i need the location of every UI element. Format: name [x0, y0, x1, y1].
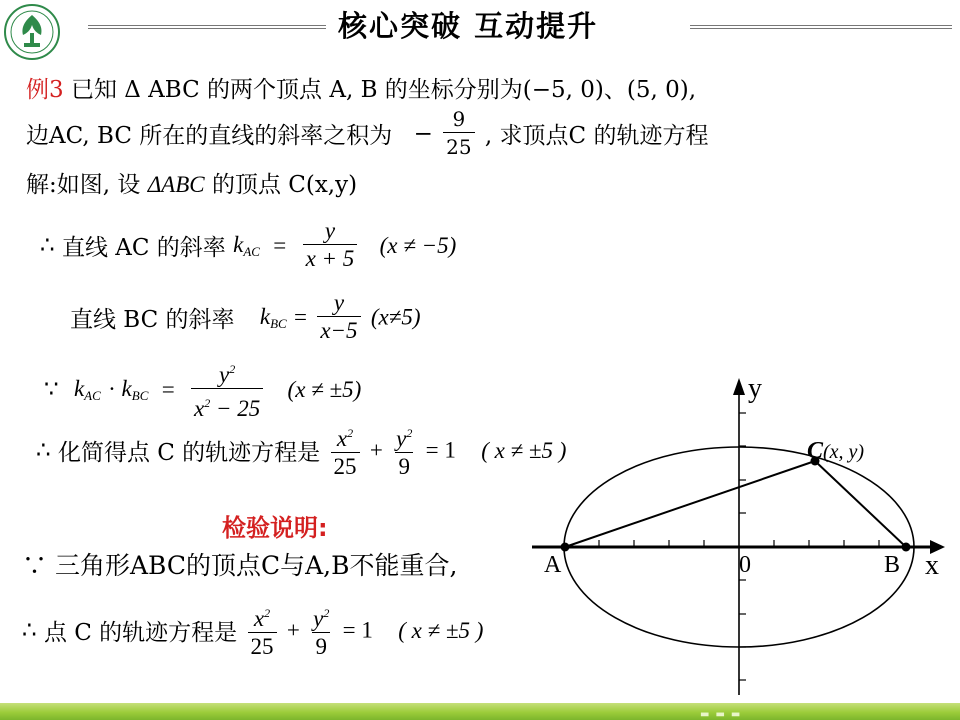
simplified-x-term: $\frac{x^2}{25}$ [331, 420, 360, 481]
ac-equals: = [273, 232, 287, 258]
y-axis-arrow [733, 378, 745, 395]
example-text-2: 边AC, BC 所在的直线的斜率之积为 [26, 123, 393, 149]
check-title: 检验说明: [222, 514, 328, 542]
final-conclusion: 点 C 的轨迹方程是 [43, 620, 238, 646]
product-equals: = [161, 376, 175, 402]
slope-product-sign: − [413, 120, 433, 147]
simplify-text: 化简得点 C 的轨迹方程是 [57, 440, 321, 466]
triangle-label: ΔABC [147, 172, 205, 197]
solution-intro-vertex: 的顶点 C(x,y) [211, 172, 358, 198]
therefore-symbol-2: ∴ [36, 437, 51, 464]
simplified-condition: ( x ≠ ±5 ) [481, 437, 567, 463]
product-k-bc: $k_{BC}$ [121, 375, 149, 403]
ac-slope-fraction: $\frac{y}{x + 5}$ [303, 218, 358, 273]
product-k-ac: $k_{AC}$ [73, 375, 101, 403]
point-b [902, 543, 911, 552]
therefore-symbol: ∴ [40, 232, 55, 259]
bc-slope-text: 直线 BC 的斜率 [70, 307, 235, 333]
segment-ac [565, 461, 815, 547]
origin-label: 0 [739, 552, 751, 578]
check-reason: 三角形ABC的顶点C与A,B不能重合, [54, 551, 458, 580]
example-text-1: 已知 Δ ABC 的两个顶点 A, B 的坐标分别为(−5, 0)、(5, 0), [70, 77, 697, 103]
y-axis-label: y [748, 373, 762, 404]
point-a [561, 543, 570, 552]
simplified-plus: + [369, 437, 383, 463]
header-title: 核心突破 互动提升 [338, 9, 599, 43]
point-b-label: B [884, 552, 901, 578]
point-c-label: C [807, 438, 824, 464]
ac-condition: (x ≠ −5) [379, 232, 457, 258]
bc-slope-fraction: $\frac{y}{x-5}$ [317, 290, 360, 345]
because-symbol-2: ∵ [22, 551, 48, 580]
footer-bar [0, 703, 960, 720]
because-symbol: ∵ [44, 376, 59, 403]
final-x-term: $\frac{x^2}{25}$ [248, 600, 277, 661]
final-y-term: $\frac{y^2}{9}$ [313, 606, 330, 659]
bc-condition: (x≠5) [370, 304, 421, 330]
footer-decoration: ▬▬▬ [700, 709, 747, 720]
slope-product-numerator: 9 [452, 107, 466, 131]
point-a-label: A [544, 552, 562, 578]
example-text-3: , 求顶点C 的轨迹方程 [484, 123, 709, 149]
ac-slope-symbol: $k_{AC}$ [233, 231, 260, 259]
bc-slope-symbol: $k_{BC}$ [259, 303, 287, 331]
final-condition: ( x ≠ ±5 ) [398, 617, 484, 643]
bc-equals: = [294, 304, 308, 330]
point-c-coords: (x, y) [823, 441, 865, 463]
simplified-y-term: $\frac{y^2}{9}$ [396, 426, 413, 479]
final-plus: + [286, 617, 300, 643]
product-dot: · [108, 376, 122, 402]
x-axis-label: x [925, 550, 939, 581]
product-condition: (x ≠ ±5) [287, 376, 362, 402]
product-fraction: $\frac{y^2}{x^2 - 25}$ [191, 356, 263, 423]
solution-intro-text: 解:如图, 设 [26, 172, 141, 198]
example-label: 例3 [26, 77, 64, 103]
simplified-rhs: = 1 [425, 437, 456, 463]
ac-slope-text: 直线 AC 的斜率 [61, 235, 226, 261]
therefore-symbol-3: ∴ [22, 617, 37, 644]
slope-product-denominator: 25 [443, 132, 474, 161]
final-rhs: = 1 [342, 617, 373, 643]
segment-bc [815, 461, 906, 547]
